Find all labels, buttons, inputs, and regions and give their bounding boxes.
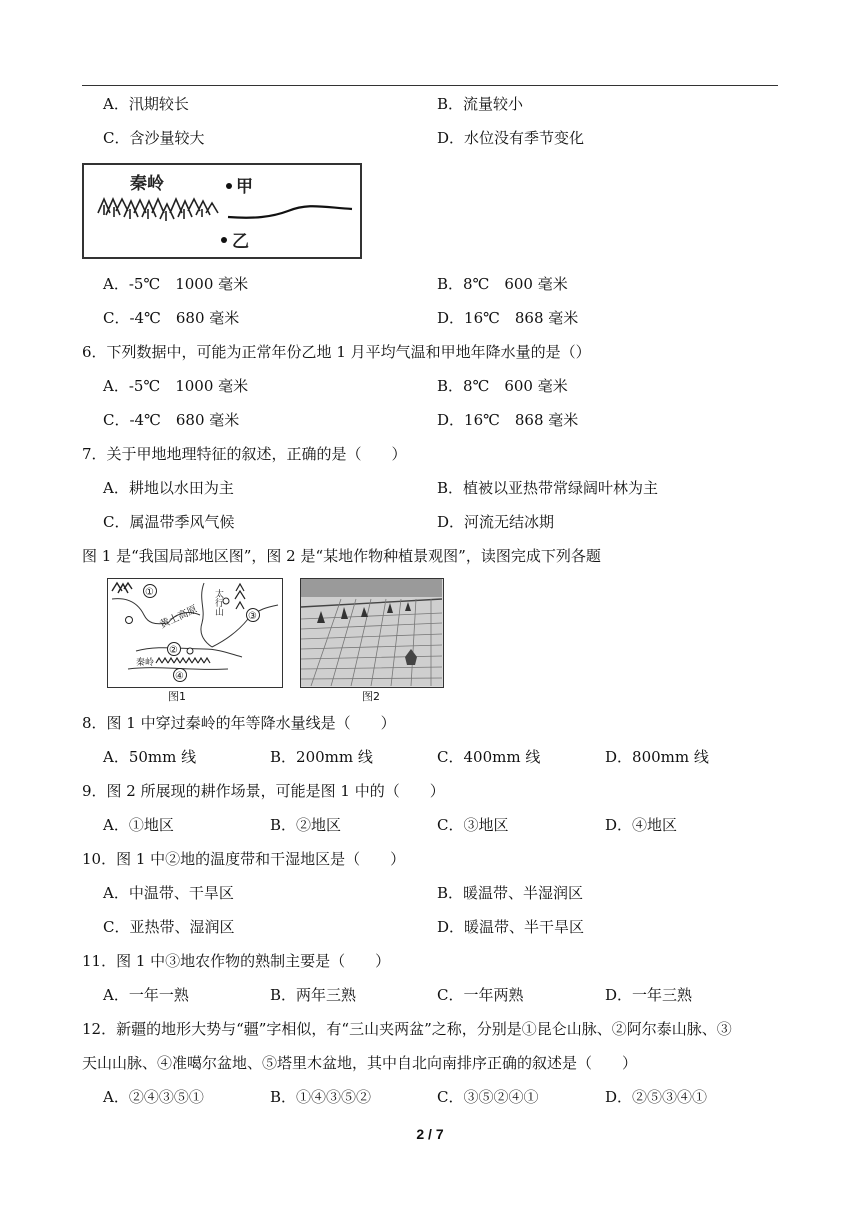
q12-option-b: B．①④③⑤② xyxy=(270,1088,372,1106)
q10-option-d: D．暖温带、半干旱区 xyxy=(437,918,585,936)
q10-option-b: B．暖温带、半湿润区 xyxy=(437,884,584,902)
q5-option-b: B．流量较小 xyxy=(437,95,524,113)
figure-2-caption: 图2 xyxy=(362,690,380,703)
qinling-sketch-figure xyxy=(82,163,362,259)
river-line xyxy=(228,206,352,218)
yellow-river-east-bend xyxy=(201,583,212,647)
marker-2-label: ② xyxy=(169,645,178,656)
marker-3-label: ③ xyxy=(248,611,257,622)
q12-stem-line1: 12．新疆的地形大势与“疆”字相似，有“三山夹两盆”之称，分别是①昆仑山脉、②阿尔泰山脉、③ xyxy=(82,1020,732,1038)
q9-option-a: A．①地区 xyxy=(103,816,174,834)
q10-option-a: A．中温带、干旱区 xyxy=(103,884,234,902)
page-number: 2 / 7 xyxy=(416,1126,444,1142)
qinling-sketch-svg xyxy=(84,165,360,257)
q10-stem: 10．图 1 中②地的温度带和干湿地区是（ ） xyxy=(82,850,406,868)
marker-4-label: ④ xyxy=(175,671,184,682)
stray-option-a: A．-5℃ 1000 毫米 xyxy=(103,275,249,293)
q8-option-a: A．50mm 线 xyxy=(103,748,197,766)
q9-option-b: B．②地区 xyxy=(270,816,342,834)
figure-1-caption: 图1 xyxy=(168,690,186,703)
q7-option-c: C．属温带季风气候 xyxy=(103,513,235,531)
q12-stem-line2: 天山山脉、④准噶尔盆地、⑤塔里木盆地，其中自北向南排序正确的叙述是（ ） xyxy=(82,1054,638,1072)
city-dot-west xyxy=(126,617,133,624)
q11-option-a: A．一年一熟 xyxy=(103,986,189,1004)
q11-stem: 11．图 1 中③地农作物的熟制主要是（ ） xyxy=(82,952,391,970)
figure-intro: 图 1 是“我国局部地区图”，图 2 是“某地作物种植景观图”，读图完成下列各题 xyxy=(82,547,601,565)
taihang-label: 太行山 xyxy=(213,589,223,616)
q12-option-d: D．②⑤③④① xyxy=(605,1088,708,1106)
q5-option-a: A．汛期较长 xyxy=(103,95,189,113)
stray-option-b: B．8℃ 600 毫米 xyxy=(437,275,568,293)
q8-stem: 8．图 1 中穿过秦岭的年等降水量线是（ ） xyxy=(82,714,396,732)
q6-option-b: B．8℃ 600 毫米 xyxy=(437,377,568,395)
q11-option-d: D．一年三熟 xyxy=(605,986,693,1004)
q7-option-d: D．河流无结冰期 xyxy=(437,513,555,531)
q9-stem: 9．图 2 所展现的耕作场景，可能是图 1 中的（ ） xyxy=(82,782,445,800)
mountain-symbols xyxy=(98,199,218,221)
q5-option-d: D．水位没有季节变化 xyxy=(437,129,585,147)
marker-1-label: ① xyxy=(145,587,154,598)
q8-option-d: D．800mm 线 xyxy=(605,748,709,766)
q8-option-b: B．200mm 线 xyxy=(270,748,373,766)
mountain-symbol-taihang xyxy=(235,584,245,609)
q11-option-b: B．两年三熟 xyxy=(270,986,357,1004)
q9-option-c: C．③地区 xyxy=(437,816,509,834)
q6-option-c: C．-4℃ 680 毫米 xyxy=(103,411,240,429)
city-dot-north xyxy=(223,598,229,604)
q5-option-c: C．含沙量较大 xyxy=(103,129,205,147)
q10-option-c: C．亚热带、湿润区 xyxy=(103,918,235,936)
mountain-symbol-north xyxy=(112,583,132,593)
photo-far-bank xyxy=(301,579,442,597)
point-a-label: 甲 xyxy=(236,177,253,197)
figure-1-map xyxy=(107,578,283,688)
plateau-label: 黄土高原 xyxy=(158,604,200,631)
q7-option-b: B．植被以亚热带常绿阔叶林为主 xyxy=(437,479,659,497)
city-dot-center xyxy=(187,648,193,654)
q9-option-d: D．④地区 xyxy=(605,816,678,834)
qinling-mountain-symbols xyxy=(156,658,210,663)
qinling-label: 秦岭 xyxy=(130,174,164,194)
stray-option-d: D．16℃ 868 毫米 xyxy=(437,309,579,327)
point-b-dot xyxy=(221,237,227,243)
q8-option-c: C．400mm 线 xyxy=(437,748,541,766)
q6-option-a: A．-5℃ 1000 毫米 xyxy=(103,377,249,395)
header-rule xyxy=(82,85,778,86)
q7-option-a: A．耕地以水田为主 xyxy=(103,479,234,497)
q11-option-c: C．一年两熟 xyxy=(437,986,524,1004)
q12-option-c: C．③⑤②④① xyxy=(437,1088,539,1106)
point-b-label: 乙 xyxy=(232,232,249,252)
stray-option-c: C．-4℃ 680 毫米 xyxy=(103,309,240,327)
point-a-dot xyxy=(226,183,232,189)
q7-stem: 7．关于甲地地理特征的叙述，正确的是（ ） xyxy=(82,445,407,463)
figure-1-svg xyxy=(108,579,281,686)
figure-2-svg xyxy=(301,579,442,686)
q12-option-a: A．②④③⑤① xyxy=(103,1088,204,1106)
q6-stem: 6．下列数据中，可能为正常年份乙地 1 月平均气温和甲地年降水量的是（） xyxy=(82,343,591,361)
q6-option-d: D．16℃ 868 毫米 xyxy=(437,411,579,429)
qinling-map-label: 秦岭 xyxy=(136,658,155,668)
figure-2-photo xyxy=(300,578,444,688)
